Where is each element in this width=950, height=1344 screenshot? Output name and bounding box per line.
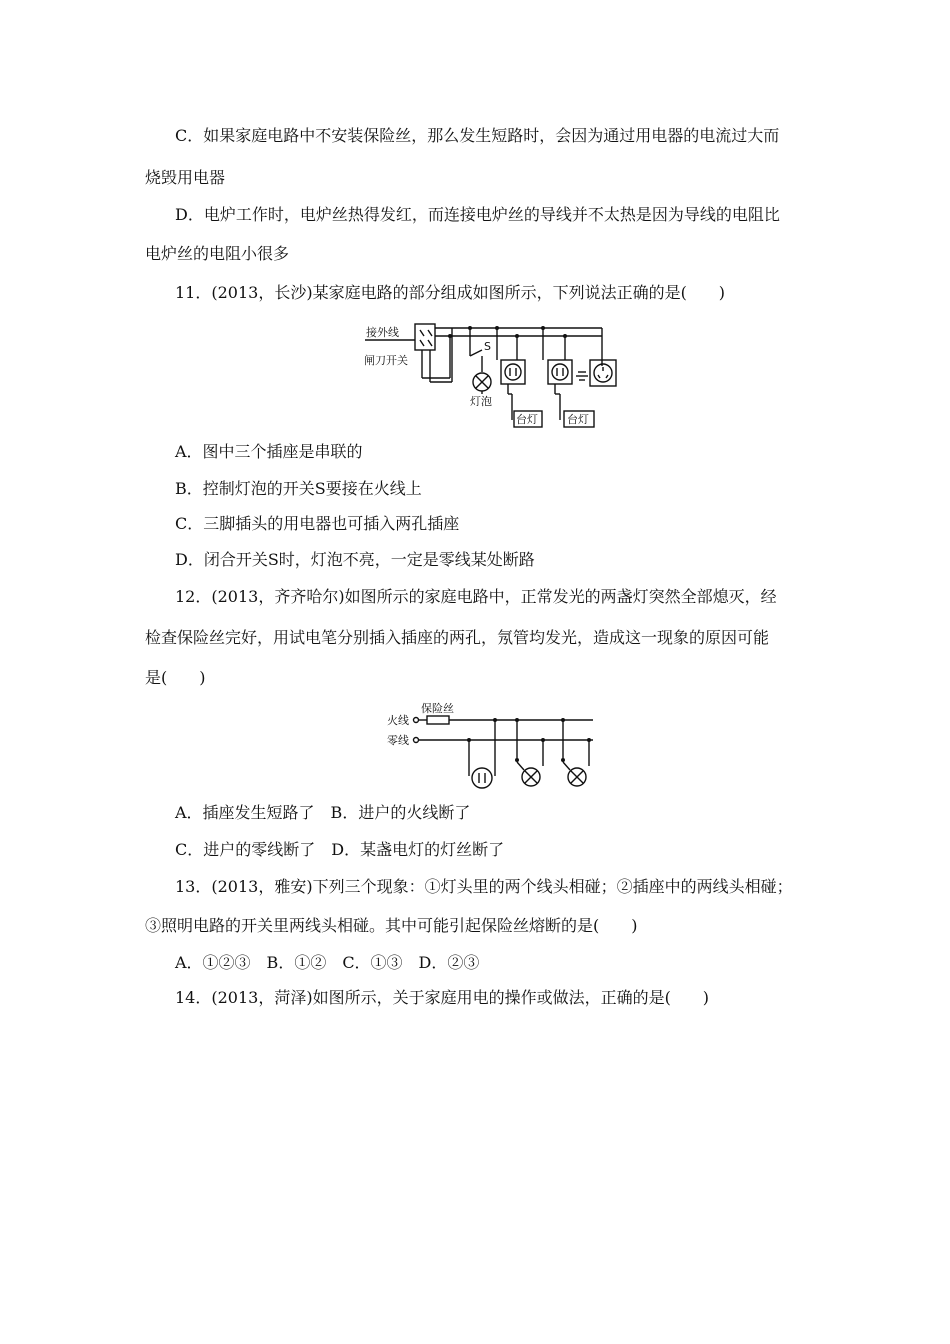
q14-stem: 14．(2013，菏泽)如图所示，关于家庭用电的操作或做法，正确的是( ): [175, 988, 710, 1007]
label-knife-switch: 闸刀开关: [364, 354, 408, 367]
q11-stem: 11．(2013，长沙)某家庭电路的部分组成如图所示，下列说法正确的是( ): [175, 283, 726, 302]
socket-icon: [472, 768, 492, 788]
q12-stem-line3: 是( ): [145, 668, 206, 687]
knife-switch-box: [415, 324, 435, 350]
q11-option-d: D．闭合开关S时，灯泡不亮，一定是零线某处断路: [175, 550, 535, 569]
q13-stem-line2: ③照明电路的开关里两线头相碰。其中可能引起保险丝熔断的是( ): [145, 916, 638, 935]
fuse-icon: [427, 716, 449, 724]
q13-options: A．①②③ B．①② C．①③ D．②③: [175, 953, 480, 972]
q10-option-c-line2: 烧毁用电器: [145, 168, 226, 187]
q12-circuit-diagram: [383, 700, 603, 795]
q13-stem-line1: 13．(2013，雅安)下列三个现象：①灯头里的两个线头相碰；②插座中的两线头相碰；: [175, 877, 793, 896]
q10-option-d-line1: D．电炉工作时，电炉丝热得发红，而连接电炉丝的导线并不太热是因为导线的电阻比: [175, 205, 780, 224]
q11-circuit-diagram: [360, 316, 630, 434]
label-switch-s: S: [484, 340, 491, 353]
label-external-line: 接外线: [366, 326, 399, 339]
q12-stem-line1: 12．(2013，齐齐哈尔)如图所示的家庭电路中，正常发光的两盏灯突然全部熄灭，经: [175, 587, 777, 606]
q11-option-b: B．控制灯泡的开关S要接在火线上: [175, 479, 422, 498]
label-neutral-wire: 零线: [387, 734, 409, 747]
q10-option-d-line2: 电炉丝的电阻小很多: [145, 244, 290, 263]
three-hole-socket-icon: [594, 364, 612, 382]
label-live-wire: 火线: [387, 714, 409, 727]
label-desk-lamp-1: 台灯: [516, 413, 538, 426]
q11-option-c: C．三脚插头的用电器也可插入两孔插座: [175, 514, 460, 533]
label-fuse: 保险丝: [421, 702, 454, 715]
socket-1-icon: [505, 364, 521, 380]
label-desk-lamp-2: 台灯: [567, 413, 589, 426]
label-bulb: 灯泡: [470, 395, 492, 408]
q11-option-a: A．图中三个插座是串联的: [175, 442, 363, 461]
socket-2-icon: [552, 364, 568, 380]
q12-options-ab: A．插座发生短路了 B．进户的火线断了: [175, 803, 471, 822]
q10-option-c-line1: C．如果家庭电路中不安装保险丝，那么发生短路时，会因为通过用电器的电流过大而: [175, 126, 780, 145]
q12-stem-line2: 检查保险丝完好，用试电笔分别插入插座的两孔，氖管均发光，造成这一现象的原因可能: [145, 628, 770, 647]
q12-options-cd: C．进户的零线断了 D．某盏电灯的灯丝断了: [175, 840, 505, 859]
